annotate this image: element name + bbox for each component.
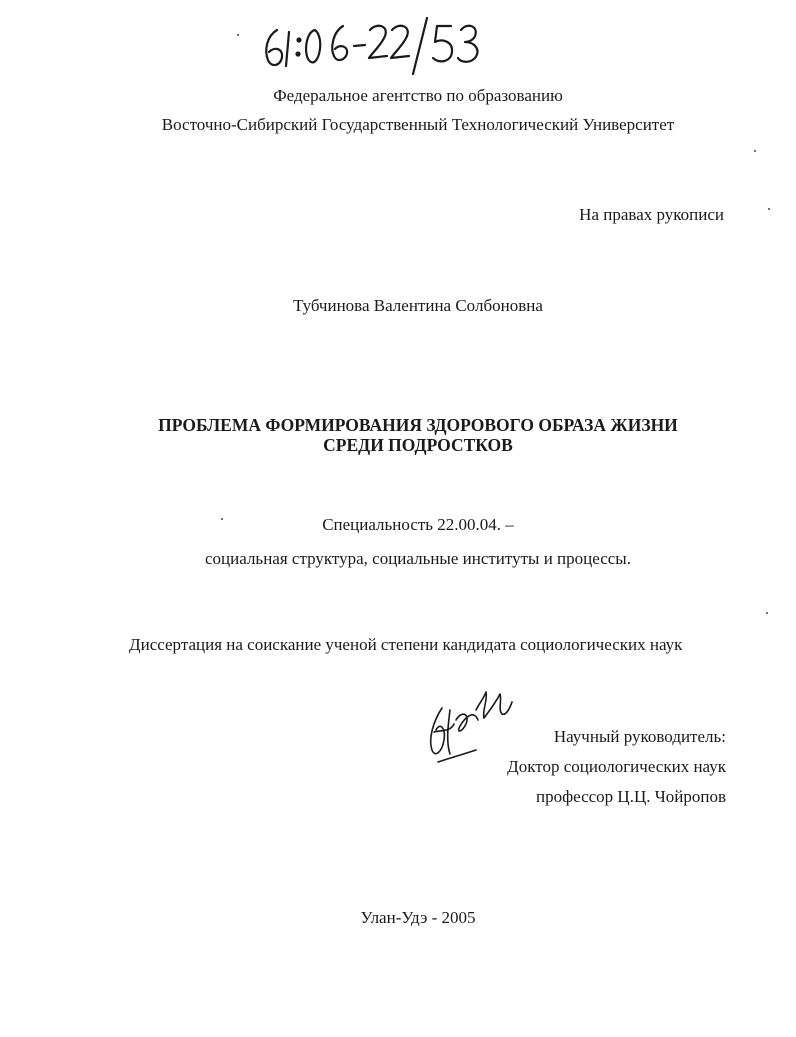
scan-speck — [768, 208, 770, 210]
scan-speck — [766, 612, 768, 614]
author-name: Тубчинова Валентина Солбоновна — [293, 296, 543, 315]
supervisor-degree: Доктор социологических наук — [507, 757, 726, 776]
supervisor-name: профессор Ц.Ц. Чойропов — [536, 787, 726, 806]
dissertation-degree-statement: Диссертация на соискание ученой степени кандидата социологических наук — [129, 635, 683, 654]
specialty-code: Специальность 22.00.04. – — [322, 515, 514, 534]
place-and-year: Улан-Удэ - 2005 — [360, 908, 476, 927]
dissertation-title-line-1: ПРОБЛЕМА ФОРМИРОВАНИЯ ЗДОРОВОГО ОБРАЗА ЖИЗНИ — [158, 415, 678, 435]
handwritten-signature — [420, 680, 520, 770]
handwritten-catalog-number — [255, 8, 495, 78]
scan-speck — [237, 34, 239, 36]
manuscript-rights-note: На правах рукописи — [579, 205, 724, 224]
university-name: Восточно-Сибирский Государственный Технологический Университет — [161, 115, 675, 134]
dissertation-title-line-2: СРЕДИ ПОДРОСТКОВ — [323, 435, 513, 455]
supervisor-label: Научный руководитель: — [553, 727, 726, 746]
agency-name: Федеральное агентство по образованию — [273, 86, 563, 105]
scan-speck — [754, 150, 756, 152]
specialty-description: социальная структура, социальные институты и процессы. — [205, 549, 631, 568]
